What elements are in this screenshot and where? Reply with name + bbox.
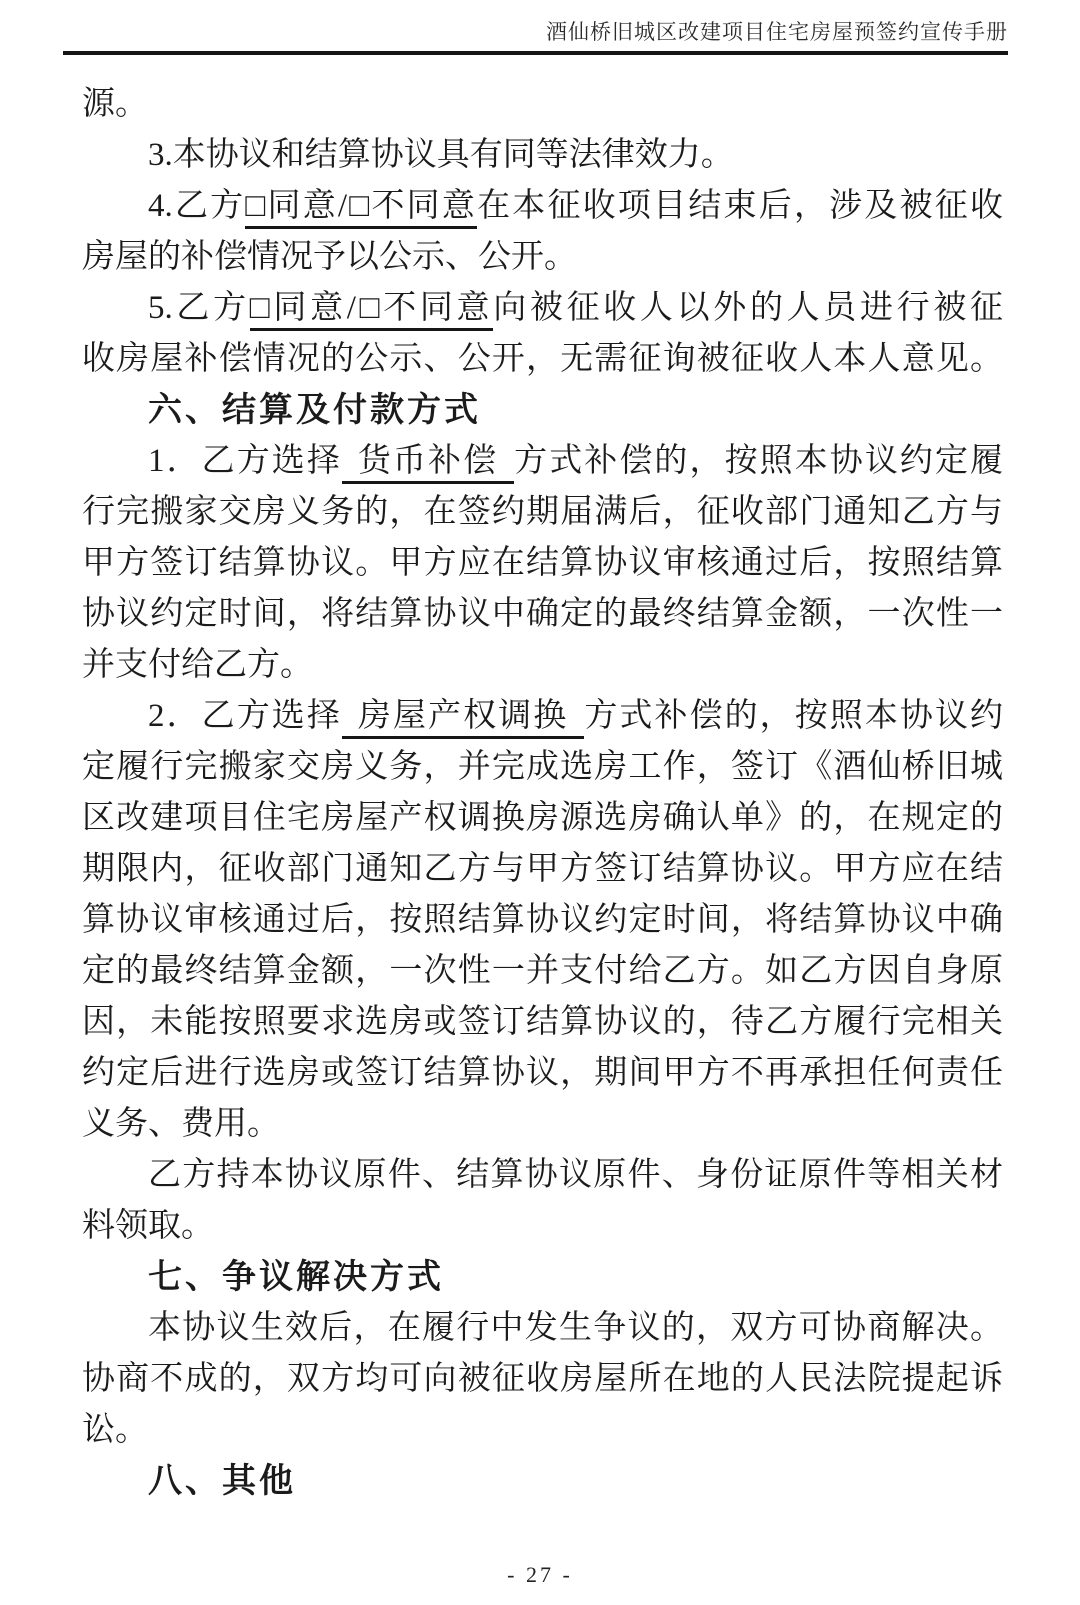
text-segment: 方式补偿的，按照本协议约 bbox=[584, 698, 1004, 734]
text-segment: 义务、费用。 bbox=[82, 1106, 280, 1142]
consent-options-field: □同意/□不同意 bbox=[250, 290, 493, 331]
document-line bbox=[82, 640, 1003, 691]
document-line bbox=[82, 232, 1003, 283]
text-segment: 向被征收人以外的人员进行被征 bbox=[493, 290, 1003, 326]
text-segment: 料领取。 bbox=[82, 1208, 214, 1244]
document-line bbox=[82, 487, 1003, 538]
document-line bbox=[82, 895, 1003, 946]
document-line bbox=[82, 997, 1003, 1048]
document-line bbox=[82, 589, 1003, 640]
page-number: - 27 - bbox=[507, 1562, 573, 1587]
document-line bbox=[82, 844, 1003, 895]
section-heading bbox=[82, 1252, 1003, 1303]
text-segment: 甲方签订结算协议。甲方应在结算协议审核通过后，按照结算 bbox=[82, 545, 1003, 581]
text-segment: 4.乙方 bbox=[148, 188, 246, 224]
text-segment: 方式补偿的，按照本协议约定履 bbox=[514, 443, 1004, 479]
text-segment: 七、争议解决方式 bbox=[148, 1258, 444, 1296]
text-segment: 源。 bbox=[82, 86, 148, 122]
header-title: 酒仙桥旧城区改建项目住宅房屋预签约宣传手册 bbox=[546, 20, 1008, 44]
compensation-type-field: 房屋产权调换 bbox=[342, 698, 584, 739]
text-segment: 定履行完搬家交房义务，并完成选房工作，签订《酒仙桥旧城 bbox=[82, 749, 1003, 785]
text-segment: 协议约定时间，将结算协议中确定的最终结算金额，一次性一 bbox=[82, 596, 1003, 632]
text-segment: 乙方持本协议原件、结算协议原件、身份证原件等相关材 bbox=[148, 1157, 1003, 1193]
document-line bbox=[82, 1048, 1003, 1099]
document-line bbox=[82, 79, 1003, 130]
compensation-type-field: 货币补偿 bbox=[342, 443, 514, 484]
text-segment: 讼。 bbox=[82, 1412, 148, 1448]
text-segment: 期限内，征收部门通知乙方与甲方签订结算协议。甲方应在结 bbox=[82, 851, 1003, 887]
section-heading bbox=[82, 1456, 1003, 1507]
text-segment: 定的最终结算金额，一次性一并支付给乙方。如乙方因自身原 bbox=[82, 953, 1003, 989]
document-line bbox=[82, 1150, 1003, 1201]
text-segment: 收房屋补偿情况的公示、公开，无需征询被征收人本人意见。 bbox=[82, 341, 1003, 377]
document-line bbox=[82, 1201, 1003, 1252]
text-segment: 5.乙方 bbox=[148, 290, 250, 326]
text-segment: 算协议审核通过后，按照结算协议约定时间，将结算协议中确 bbox=[82, 902, 1003, 938]
document-line bbox=[82, 946, 1003, 997]
document-line bbox=[82, 1354, 1003, 1405]
text-segment: 3.本协议和结算协议具有同等法律效力。 bbox=[148, 137, 734, 173]
text-segment: 2．乙方选择 bbox=[148, 698, 342, 734]
document-line bbox=[82, 1303, 1003, 1354]
document-line bbox=[82, 538, 1003, 589]
document-line bbox=[82, 334, 1003, 385]
document-line bbox=[82, 130, 1003, 181]
text-segment: 行完搬家交房义务的，在签约期届满后，征收部门通知乙方与 bbox=[82, 494, 1003, 530]
consent-options-field: □同意/□不同意 bbox=[245, 188, 477, 229]
text-segment: 在本征收项目结束后，涉及被征收 bbox=[477, 188, 1003, 224]
document-line bbox=[82, 436, 1003, 487]
document-body bbox=[82, 52, 1003, 1507]
page-header bbox=[63, 0, 1008, 55]
text-segment: 并支付给乙方。 bbox=[82, 647, 313, 683]
text-segment: 因，未能按照要求选房或签订结算协议的，待乙方履行完相关 bbox=[82, 1004, 1003, 1040]
document-line bbox=[82, 691, 1003, 742]
document-line bbox=[82, 793, 1003, 844]
text-segment: 房屋的补偿情况予以公示、公开。 bbox=[82, 239, 577, 275]
text-segment: 区改建项目住宅房屋产权调换房源选房确认单》的，在规定的 bbox=[82, 800, 1003, 836]
page-footer bbox=[0, 1562, 1080, 1588]
text-segment: 六、结算及付款方式 bbox=[148, 391, 481, 429]
section-heading bbox=[82, 385, 1003, 436]
text-segment: 1．乙方选择 bbox=[148, 443, 342, 479]
text-segment: 八、其他 bbox=[148, 1462, 296, 1500]
text-segment: 协商不成的，双方均可向被征收房屋所在地的人民法院提起诉 bbox=[82, 1361, 1003, 1397]
document-line bbox=[82, 1099, 1003, 1150]
document-line bbox=[82, 1405, 1003, 1456]
text-segment: 本协议生效后，在履行中发生争议的，双方可协商解决。 bbox=[148, 1310, 1003, 1346]
document-line bbox=[82, 181, 1003, 232]
text-segment: 约定后进行选房或签订结算协议，期间甲方不再承担任何责任 bbox=[82, 1055, 1003, 1091]
document-line bbox=[82, 283, 1003, 334]
document-line bbox=[82, 742, 1003, 793]
